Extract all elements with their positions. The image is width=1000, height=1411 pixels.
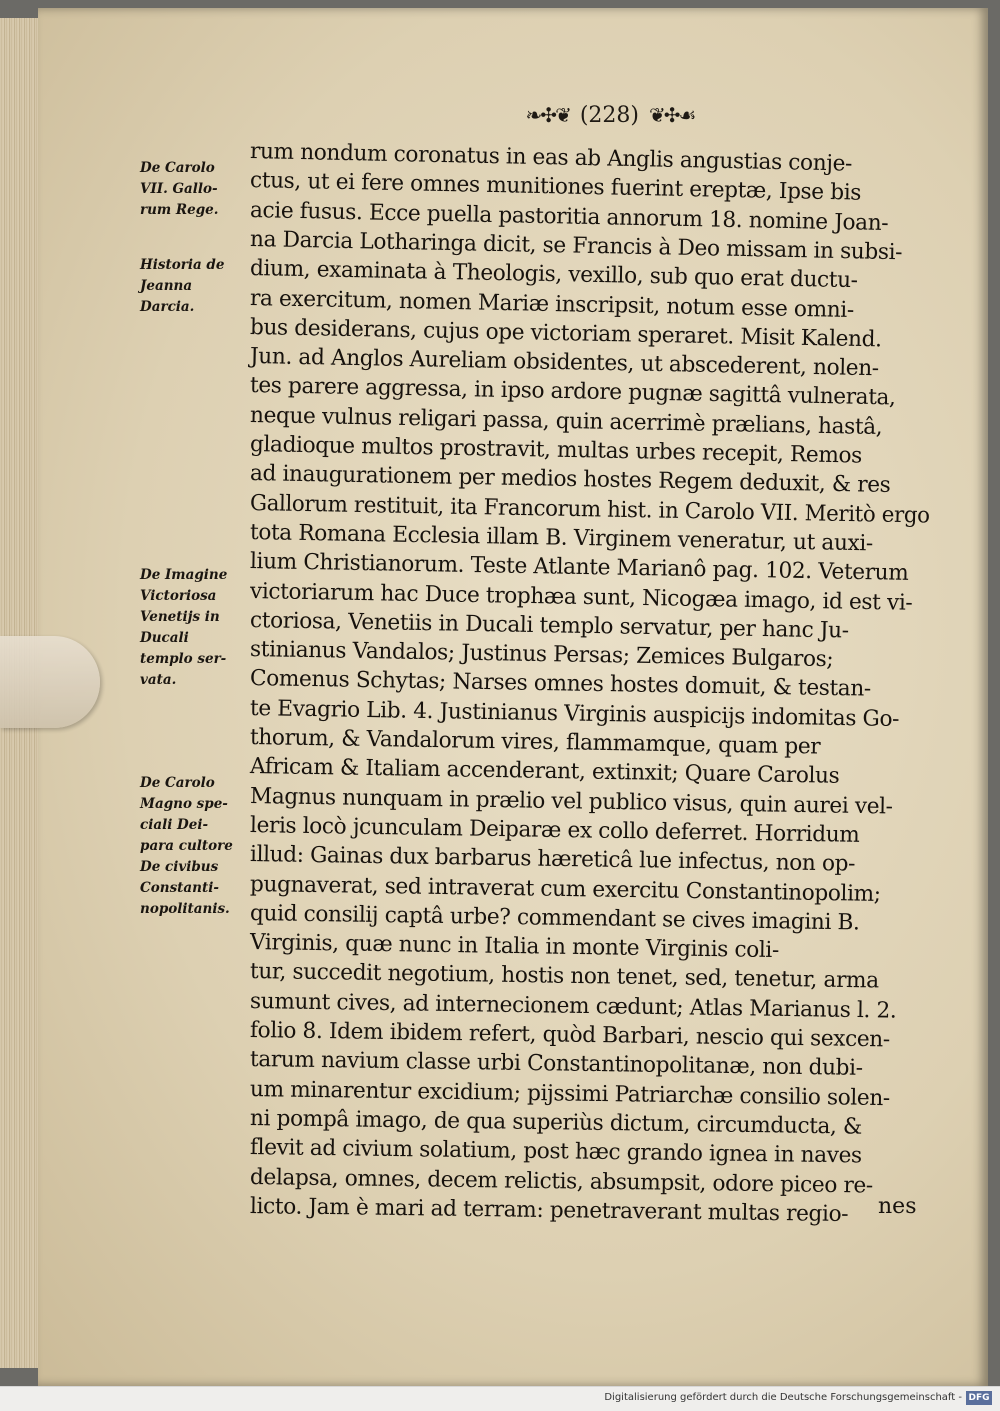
text-line: Gallorum restituit, ita Francorum hist. in Carolo VII. Meritò ergo xyxy=(249,490,930,529)
text-line: leris locò jcunculam Deiparæ ex collo deferret. Horridum xyxy=(249,812,860,848)
text-line: delapsa, omnes, decem relictis, absumpsit, odore piceo re- xyxy=(249,1164,873,1198)
margin-note-line: Venetijs in xyxy=(140,609,220,625)
margin-note-line: Historia de xyxy=(140,257,225,273)
page-number: (228) xyxy=(579,102,639,128)
text-line: licto. Jam è mari ad terram: penetraverant multas regio- xyxy=(249,1193,849,1227)
text-line: Africam & Italiam accenderant, extinxit; Quare Carolus xyxy=(249,754,840,790)
text-line: pugnaverat, sed intraverat cum exercitu Constantinopolim; xyxy=(249,871,881,907)
text-line: Comenus Schytas; Narses omnes hostes domuit, & testan- xyxy=(249,666,872,703)
text-line: um minarentur excidium; pijssimi Patriarchæ consilio solen- xyxy=(249,1076,891,1111)
margin-note-line: Constanti- xyxy=(140,880,219,896)
left-ornament-icon: ❧✣❦ xyxy=(525,103,570,127)
margin-note-line: templo ser- xyxy=(140,651,227,667)
text-line: dium, examinata à Theologis, vexillo, sub quo erat ductu- xyxy=(249,256,858,294)
text-line: te Evagrio Lib. 4. Justinianus Virginis auspicijs indomitas Go- xyxy=(249,695,900,732)
text-line: Virginis, quæ nunc in Italia in monte Virginis coli- xyxy=(249,930,780,964)
margin-note-line: vata. xyxy=(140,672,177,688)
text-line: lium Christianorum. Teste Atlante Marianô pag. 102. Veterum xyxy=(249,549,909,587)
margin-note-line: Magno spe- xyxy=(140,796,228,812)
margin-note-line: rum Rege. xyxy=(140,202,219,218)
margin-note-line: nopolitanis. xyxy=(140,901,230,917)
text-line: sumunt cives, ad internecionem cædunt; Atlas Marianus l. 2. xyxy=(249,988,897,1024)
text-line: tarum navium classe urbi Constantinopolitanæ, non dubi- xyxy=(249,1047,863,1082)
text-line: illud: Gainas dux barbarus hæreticâ lue infectus, non op- xyxy=(249,842,856,877)
margin-note-line: Darcia. xyxy=(140,299,195,315)
dfg-logo: DFG xyxy=(966,1391,992,1405)
text-line: acie fusus. Ecce puella pastoritia annorum 18. nomine Joan- xyxy=(249,197,889,236)
text-line: Magnus nunquam in prælio vel publico visus, quin aurei vel- xyxy=(249,783,893,820)
text-line: tur, succedit negotium, hostis non tenet, sed, tenetur, arma xyxy=(249,959,879,994)
text-line: gladioque multos prostravit, multas urbes recepit, Remos xyxy=(249,432,863,469)
text-line: na Darcia Lotharinga dicit, se Francis à Deo missam in subsi- xyxy=(249,226,903,266)
footer-credit: Digitalisierung gefördert durch die Deutsche Forschungsgemeinschaft - xyxy=(604,1392,962,1403)
text-line: victoriarum hac Duce trophæa sunt, Nicogæa imago, id est vi- xyxy=(249,578,913,616)
text-line: flevit ad civium solatium, post hæc grando ignea in naves xyxy=(249,1135,862,1169)
margin-note-line: para cultore xyxy=(140,838,233,854)
text-line: ni pompâ imago, de qua superiùs dictum, circumducta, & xyxy=(249,1105,863,1140)
footer-bar xyxy=(0,1386,1000,1411)
text-line: ad inaugurationem per medios hostes Regem deduxit, & res xyxy=(249,461,891,499)
text-line: ctoriosa, Venetiis in Ducali templo servatur, per hanc Ju- xyxy=(249,607,849,644)
margin-note-line: ciali Dei- xyxy=(140,817,209,833)
margin-note-line: Ducali xyxy=(140,630,189,646)
margin-note-line: De civibus xyxy=(140,859,219,875)
text-line: quid consilij captâ urbe? commendant se cives imagini B. xyxy=(249,900,860,936)
text-line: thorum, & Vandalorum vires, flammamque, quam per xyxy=(249,725,821,760)
right-ornament-icon: ❦✣☙ xyxy=(649,103,695,127)
text-line: Jun. ad Anglos Aureliam obsidentes, ut abscederent, nolen- xyxy=(249,344,879,382)
text-line: bus desiderans, cujus ope victoriam speraret. Misit Kalend. xyxy=(249,314,882,353)
margin-note-line: De Imagine xyxy=(140,567,228,583)
catchword: nes xyxy=(878,1194,917,1219)
margin-note-line: De Carolo xyxy=(140,160,215,176)
text-line: ctus, ut ei fere omnes munitiones fuerint ereptæ, Ipse bis xyxy=(249,168,862,206)
text-line: neque vulnus religari passa, quin acerrimè prælians, hastâ, xyxy=(249,402,883,440)
text-line: rum nondum coronatus in eas ab Anglis angustias conje- xyxy=(249,139,853,177)
text-line: folio 8. Idem ibidem refert, quòd Barbari, nescio qui sexcen- xyxy=(249,1018,890,1053)
margin-note-line: Jeanna xyxy=(140,278,193,294)
margin-note-line: Victoriosa xyxy=(140,588,217,604)
text-line: tes parere aggressa, in ipso ardore pugnæ sagittâ vulnerata, xyxy=(249,373,896,411)
text-line: ra exercitum, nomen Mariæ inscripsit, notum esse omni- xyxy=(249,285,855,323)
text-line: stinianus Vandalos; Justinus Persas; Zemices Bulgaros; xyxy=(249,637,834,673)
margin-note-line: De Carolo xyxy=(140,775,215,791)
text-line: tota Romana Ecclesia illam B. Virginem veneratur, ut auxi- xyxy=(249,519,874,557)
margin-note-line: VII. Gallo- xyxy=(140,181,218,197)
